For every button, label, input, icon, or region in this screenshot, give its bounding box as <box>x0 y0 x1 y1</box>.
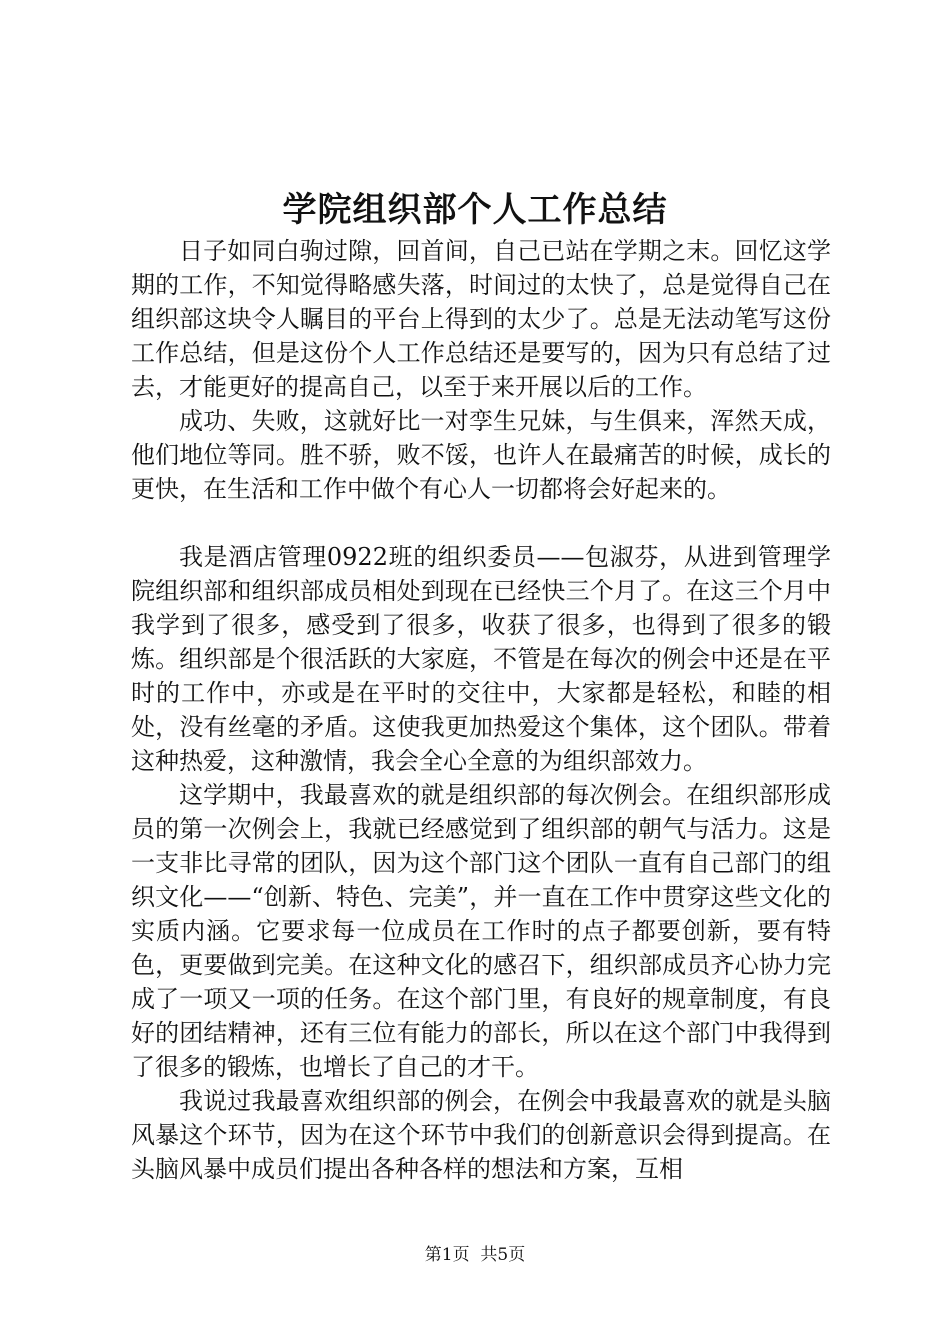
document-body <box>131 234 831 1186</box>
footer-separator <box>470 1245 481 1265</box>
paragraph: 这学期中，我最喜欢的就是组织部的每次例会。在组织部形成员的第一次例会上，我就已经感觉到了组织部的朝气与活力。这是一支非比寻常的团队，因为这个部门这个团队一直有自己部门的组织文化——“创新、特色、完美”，并一直在工作中贯穿这些文化的实质内涵。它要求每一位成员在工作时的点子都要创新，要有特色，更要做到完美。在这种文化的感召下，组织部成员齐心协力完成了一项又一项的任务。在这个部门里，有良好的规章制度，有良好的团结精神，还有三位有能力的部长，所以在这个部门中我得到了很多的锻炼，也增长了自己的才干。 <box>131 781 831 1081</box>
page-number: 第1页 <box>424 1245 470 1265</box>
paragraph: 成功、失败，这就好比一对孪生兄妹，与生俱来，浑然天成，他们地位等同。胜不骄，败不馁，也许人在最痛苦的时候，成长的更快，在生活和工作中做个有心人一切都将会好起来的。 <box>131 407 831 503</box>
paragraph: 日子如同白驹过隙，回首间，自己已站在学期之末。回忆这学期的工作，不知觉得略感失落，时间过的太快了，总是觉得自己在组织部这块令人瞩目的平台上得到的太少了。总是无法动笔写这份工作总结，但是这份个人工作总结还是要写的，因为只有总结了过去，才能更好的提高自己，以至于来开展以后的工作。 <box>131 237 831 401</box>
page-footer <box>0 1243 950 1267</box>
paragraph: 我说过我最喜欢组织部的例会，在例会中我最喜欢的就是头脑风暴这个环节，因为在这个环节中我们的创新意识会得到提高。在头脑风暴中成员们提出各种各样的想法和方案，互相 <box>131 1087 831 1183</box>
paragraph-spacer <box>131 506 831 540</box>
page-total: 共5页 <box>480 1245 526 1265</box>
paragraph: 我是酒店管理0922班的组织委员——包淑芬，从进到管理学院组织部和组织部成员相处到现在已经快三个月了。在这三个月中我学到了很多，感受到了很多，收获了很多，也得到了很多的锻炼。组织部是个很活跃的大家庭，不管是在每次的例会中还是在平时的工作中，亦或是在平时的交往中，大家都是轻松，和睦的相处，没有丝毫的矛盾。这使我更加热爱这个集体，这个团队。带着这种热爱，这种激情，我会全心全意的为组织部效力。 <box>131 543 831 775</box>
document-title: 学院组织部个人工作总结 <box>282 190 668 230</box>
